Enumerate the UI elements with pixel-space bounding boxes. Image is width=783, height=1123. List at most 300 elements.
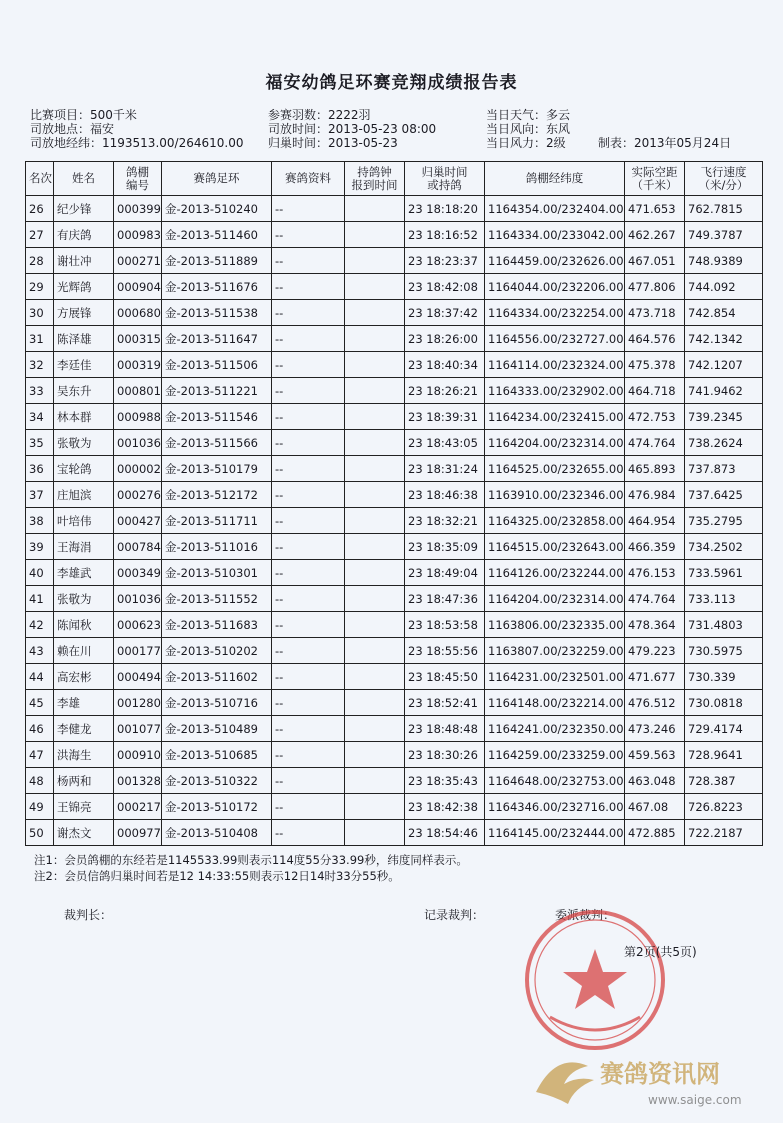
table-header-row	[26, 162, 763, 196]
info-prepared: 制表：2013年05月24日	[598, 136, 732, 150]
table-row	[26, 794, 763, 820]
cell-info: --	[272, 222, 345, 248]
table-row	[26, 690, 763, 716]
cell-clock	[345, 248, 405, 274]
cell-loft: 001036	[114, 586, 162, 612]
cell-coord: 1164515.00/232643.00	[485, 534, 625, 560]
cell-dist: 475.378	[625, 352, 685, 378]
cell-clock	[345, 482, 405, 508]
cell-loft: 001077	[114, 716, 162, 742]
cell-time: 23 18:54:46	[405, 820, 485, 846]
cell-coord: 1164334.00/233042.00	[485, 222, 625, 248]
cell-ring: 金-2013-511221	[162, 378, 272, 404]
table-row	[26, 274, 763, 300]
cell-speed: 749.3787	[685, 222, 763, 248]
cell-dist: 474.764	[625, 430, 685, 456]
cell-speed: 731.4803	[685, 612, 763, 638]
table-row	[26, 508, 763, 534]
cell-info: --	[272, 638, 345, 664]
cell-rank: 40	[26, 560, 54, 586]
note-2: 注2：会员信鸽归巢时间若是12 14:33:55则表示12日14时33分55秒。	[34, 869, 400, 883]
page-title: 福安幼鸽足环赛竞翔成绩报告表	[265, 73, 518, 93]
cell-rank: 41	[26, 586, 54, 612]
cell-time: 23 18:48:48	[405, 716, 485, 742]
cell-rank: 33	[26, 378, 54, 404]
cell-speed: 748.9389	[685, 248, 763, 274]
cell-ring: 金-2013-510489	[162, 716, 272, 742]
cell-info: --	[272, 482, 345, 508]
cell-info: --	[272, 404, 345, 430]
header-name: 姓名	[54, 162, 114, 196]
cell-info: --	[272, 560, 345, 586]
cell-speed: 737.873	[685, 456, 763, 482]
cell-speed: 735.2795	[685, 508, 763, 534]
cell-dist: 471.653	[625, 196, 685, 222]
cell-loft: 000988	[114, 404, 162, 430]
note-1: 注1：会员鸽棚的东经若是1145533.99则表示114度55分33.99秒，纬度同样表示。	[34, 853, 468, 867]
cell-name: 纪少锋	[54, 196, 114, 222]
cell-ring: 金-2013-511506	[162, 352, 272, 378]
cell-time: 23 18:16:52	[405, 222, 485, 248]
cell-info: --	[272, 716, 345, 742]
chief-judge-label: 裁判长：	[64, 908, 113, 922]
header-distance: 实际空距 （千米）	[625, 162, 685, 196]
cell-time: 23 18:26:21	[405, 378, 485, 404]
cell-speed: 730.5975	[685, 638, 763, 664]
cell-time: 23 18:53:58	[405, 612, 485, 638]
cell-speed: 733.113	[685, 586, 763, 612]
cell-time: 23 18:26:00	[405, 326, 485, 352]
cell-speed: 722.2187	[685, 820, 763, 846]
cell-coord: 1164556.00/232727.00	[485, 326, 625, 352]
cell-time: 23 18:42:08	[405, 274, 485, 300]
cell-loft: 000623	[114, 612, 162, 638]
cell-time: 23 18:45:50	[405, 664, 485, 690]
info-release-time: 司放时间：2013-05-23 08:00	[268, 122, 437, 136]
cell-clock	[345, 560, 405, 586]
cell-clock	[345, 404, 405, 430]
cell-time: 23 18:47:36	[405, 586, 485, 612]
cell-rank: 50	[26, 820, 54, 846]
cell-rank: 43	[26, 638, 54, 664]
cell-name: 王锦亮	[54, 794, 114, 820]
cell-name: 张敬为	[54, 430, 114, 456]
table-row	[26, 534, 763, 560]
cell-loft: 000349	[114, 560, 162, 586]
cell-rank: 29	[26, 274, 54, 300]
cell-ring: 金-2013-511566	[162, 430, 272, 456]
info-wind-direction: 当日风向：东风	[486, 122, 571, 136]
cell-clock	[345, 534, 405, 560]
cell-loft: 001036	[114, 430, 162, 456]
cell-speed: 733.5961	[685, 560, 763, 586]
cell-dist: 467.08	[625, 794, 685, 820]
cell-rank: 42	[26, 612, 54, 638]
cell-info: --	[272, 430, 345, 456]
cell-info: --	[272, 742, 345, 768]
table-row	[26, 638, 763, 664]
cell-speed: 739.2345	[685, 404, 763, 430]
cell-loft: 000276	[114, 482, 162, 508]
cell-rank: 35	[26, 430, 54, 456]
cell-speed: 728.9641	[685, 742, 763, 768]
cell-dist: 466.359	[625, 534, 685, 560]
table-row	[26, 612, 763, 638]
cell-clock	[345, 222, 405, 248]
cell-speed: 729.4174	[685, 716, 763, 742]
table-row	[26, 716, 763, 742]
cell-ring: 金-2013-512172	[162, 482, 272, 508]
cell-info: --	[272, 352, 345, 378]
cell-name: 庄旭滨	[54, 482, 114, 508]
cell-ring: 金-2013-511676	[162, 274, 272, 300]
official-stamp-icon	[520, 905, 670, 1055]
cell-time: 23 18:42:38	[405, 794, 485, 820]
cell-rank: 32	[26, 352, 54, 378]
cell-ring: 金-2013-510240	[162, 196, 272, 222]
cell-rank: 44	[26, 664, 54, 690]
cell-coord: 1164648.00/232753.00	[485, 768, 625, 794]
cell-name: 谢杰文	[54, 820, 114, 846]
cell-ring: 金-2013-510408	[162, 820, 272, 846]
cell-name: 林本群	[54, 404, 114, 430]
cell-name: 陈闻秋	[54, 612, 114, 638]
cell-loft: 001328	[114, 768, 162, 794]
cell-rank: 30	[26, 300, 54, 326]
cell-rank: 37	[26, 482, 54, 508]
cell-dist: 465.893	[625, 456, 685, 482]
info-return-date: 归巢时间：2013-05-23	[268, 136, 398, 150]
results-table	[25, 161, 763, 846]
cell-loft: 000680	[114, 300, 162, 326]
table-row	[26, 352, 763, 378]
cell-dist: 472.885	[625, 820, 685, 846]
cell-ring: 金-2013-510685	[162, 742, 272, 768]
cell-dist: 473.718	[625, 300, 685, 326]
cell-loft: 000177	[114, 638, 162, 664]
cell-rank: 28	[26, 248, 54, 274]
cell-info: --	[272, 664, 345, 690]
cell-ring: 金-2013-510301	[162, 560, 272, 586]
cell-name: 李雄武	[54, 560, 114, 586]
cell-dist: 479.223	[625, 638, 685, 664]
cell-rank: 38	[26, 508, 54, 534]
cell-dist: 476.153	[625, 560, 685, 586]
table-row	[26, 768, 763, 794]
table-row	[26, 378, 763, 404]
cell-name: 杨两和	[54, 768, 114, 794]
cell-ring: 金-2013-511460	[162, 222, 272, 248]
cell-ring: 金-2013-511683	[162, 612, 272, 638]
cell-clock	[345, 300, 405, 326]
cell-time: 23 18:40:34	[405, 352, 485, 378]
cell-clock	[345, 352, 405, 378]
cell-coord: 1164346.00/232716.00	[485, 794, 625, 820]
cell-info: --	[272, 378, 345, 404]
cell-dist: 476.512	[625, 690, 685, 716]
cell-info: --	[272, 768, 345, 794]
cell-speed: 742.1207	[685, 352, 763, 378]
cell-coord: 1164204.00/232314.00	[485, 430, 625, 456]
cell-coord: 1164145.00/232444.00	[485, 820, 625, 846]
recorder-judge-label: 记录裁判：	[424, 908, 485, 922]
cell-ring: 金-2013-511016	[162, 534, 272, 560]
cell-loft: 000217	[114, 794, 162, 820]
watermark-logo	[528, 1040, 763, 1115]
cell-ring: 金-2013-510172	[162, 794, 272, 820]
cell-dist: 463.048	[625, 768, 685, 794]
cell-coord: 1164241.00/232350.00	[485, 716, 625, 742]
info-release-coord: 司放地经纬：1193513.00/264610.00	[30, 136, 244, 150]
header-speed: 飞行速度 （米/分）	[685, 162, 763, 196]
cell-ring: 金-2013-510179	[162, 456, 272, 482]
cell-info: --	[272, 326, 345, 352]
cell-info: --	[272, 820, 345, 846]
cell-clock	[345, 612, 405, 638]
cell-speed: 730.339	[685, 664, 763, 690]
cell-coord: 1164114.00/232324.00	[485, 352, 625, 378]
cell-name: 谢壮冲	[54, 248, 114, 274]
cell-coord: 1164525.00/232655.00	[485, 456, 625, 482]
header-info: 赛鸽资料	[272, 162, 345, 196]
cell-dist: 472.753	[625, 404, 685, 430]
cell-loft: 000399	[114, 196, 162, 222]
cell-name: 高宏彬	[54, 664, 114, 690]
cell-loft: 000494	[114, 664, 162, 690]
cell-dist: 471.677	[625, 664, 685, 690]
cell-loft: 000271	[114, 248, 162, 274]
header-clock: 持鸽钟 报到时间	[345, 162, 405, 196]
cell-name: 李廷佳	[54, 352, 114, 378]
cell-coord: 1164044.00/232206.00	[485, 274, 625, 300]
cell-time: 23 18:18:20	[405, 196, 485, 222]
cell-dist: 464.718	[625, 378, 685, 404]
cell-loft: 000904	[114, 274, 162, 300]
cell-dist: 477.806	[625, 274, 685, 300]
cell-speed: 741.9462	[685, 378, 763, 404]
header-ring: 赛鸽足环	[162, 162, 272, 196]
cell-speed: 730.0818	[685, 690, 763, 716]
cell-time: 23 18:52:41	[405, 690, 485, 716]
cell-loft: 000319	[114, 352, 162, 378]
cell-ring: 金-2013-511538	[162, 300, 272, 326]
cell-dist: 476.984	[625, 482, 685, 508]
cell-coord: 1164459.00/232626.00	[485, 248, 625, 274]
cell-rank: 45	[26, 690, 54, 716]
cell-clock	[345, 742, 405, 768]
cell-loft: 000315	[114, 326, 162, 352]
cell-coord: 1164354.00/232404.00	[485, 196, 625, 222]
cell-clock	[345, 794, 405, 820]
cell-dist: 462.267	[625, 222, 685, 248]
cell-coord: 1164148.00/232214.00	[485, 690, 625, 716]
cell-ring: 金-2013-510322	[162, 768, 272, 794]
cell-name: 吴东升	[54, 378, 114, 404]
cell-clock	[345, 508, 405, 534]
cell-speed: 742.1342	[685, 326, 763, 352]
cell-rank: 34	[26, 404, 54, 430]
cell-clock	[345, 664, 405, 690]
cell-info: --	[272, 274, 345, 300]
cell-name: 李健龙	[54, 716, 114, 742]
cell-speed: 762.7815	[685, 196, 763, 222]
table-row	[26, 482, 763, 508]
cell-speed: 742.854	[685, 300, 763, 326]
cell-info: --	[272, 534, 345, 560]
table-row	[26, 326, 763, 352]
cell-info: --	[272, 612, 345, 638]
cell-clock	[345, 196, 405, 222]
table-row	[26, 430, 763, 456]
cell-name: 宝轮鸽	[54, 456, 114, 482]
table-row	[26, 196, 763, 222]
table-row	[26, 300, 763, 326]
cell-coord: 1164325.00/232858.00	[485, 508, 625, 534]
cell-loft: 000427	[114, 508, 162, 534]
cell-loft: 000910	[114, 742, 162, 768]
cell-name: 陈泽雄	[54, 326, 114, 352]
cell-speed: 737.6425	[685, 482, 763, 508]
cell-time: 23 18:32:21	[405, 508, 485, 534]
cell-coord: 1164231.00/232501.00	[485, 664, 625, 690]
cell-ring: 金-2013-511889	[162, 248, 272, 274]
cell-coord: 1164333.00/232902.00	[485, 378, 625, 404]
cell-clock	[345, 378, 405, 404]
info-weather: 当日天气：多云	[486, 108, 571, 122]
cell-info: --	[272, 456, 345, 482]
header-loft: 鸽棚 编号	[114, 162, 162, 196]
cell-time: 23 18:31:24	[405, 456, 485, 482]
watermark-site-name: 赛鸽资讯网	[600, 1060, 720, 1088]
cell-name: 赖在川	[54, 638, 114, 664]
cell-ring: 金-2013-511647	[162, 326, 272, 352]
cell-time: 23 18:43:05	[405, 430, 485, 456]
cell-dist: 464.576	[625, 326, 685, 352]
cell-ring: 金-2013-510716	[162, 690, 272, 716]
cell-coord: 1164334.00/232254.00	[485, 300, 625, 326]
table-row	[26, 560, 763, 586]
cell-ring: 金-2013-511711	[162, 508, 272, 534]
notes	[34, 852, 468, 884]
cell-name: 洪海生	[54, 742, 114, 768]
cell-time: 23 18:23:37	[405, 248, 485, 274]
cell-ring: 金-2013-511602	[162, 664, 272, 690]
cell-name: 叶培伟	[54, 508, 114, 534]
cell-rank: 47	[26, 742, 54, 768]
delegate-judge-label: 委派裁判：	[555, 908, 616, 922]
cell-info: --	[272, 794, 345, 820]
cell-time: 23 18:46:38	[405, 482, 485, 508]
cell-dist: 473.246	[625, 716, 685, 742]
cell-rank: 36	[26, 456, 54, 482]
cell-dist: 478.364	[625, 612, 685, 638]
cell-rank: 26	[26, 196, 54, 222]
cell-speed: 744.092	[685, 274, 763, 300]
info-entries: 参赛羽数：2222羽	[268, 108, 371, 122]
cell-loft: 000983	[114, 222, 162, 248]
cell-time: 23 18:39:31	[405, 404, 485, 430]
cell-clock	[345, 820, 405, 846]
watermark-url: www.saige.com	[648, 1093, 742, 1107]
cell-time: 23 18:49:04	[405, 560, 485, 586]
cell-rank: 48	[26, 768, 54, 794]
cell-clock	[345, 638, 405, 664]
cell-coord: 1163910.00/232346.00	[485, 482, 625, 508]
cell-clock	[345, 430, 405, 456]
cell-time: 23 18:35:43	[405, 768, 485, 794]
cell-speed: 726.8223	[685, 794, 763, 820]
cell-rank: 39	[26, 534, 54, 560]
cell-ring: 金-2013-511552	[162, 586, 272, 612]
cell-clock	[345, 768, 405, 794]
cell-info: --	[272, 690, 345, 716]
cell-dist: 467.051	[625, 248, 685, 274]
cell-ring: 金-2013-511546	[162, 404, 272, 430]
cell-speed: 728.387	[685, 768, 763, 794]
cell-coord: 1163806.00/232335.00	[485, 612, 625, 638]
cell-clock	[345, 586, 405, 612]
cell-info: --	[272, 300, 345, 326]
table-row	[26, 456, 763, 482]
cell-name: 光辉鸽	[54, 274, 114, 300]
info-event: 比赛项目：500千米	[30, 108, 137, 122]
cell-rank: 27	[26, 222, 54, 248]
cell-time: 23 18:37:42	[405, 300, 485, 326]
cell-name: 方展锋	[54, 300, 114, 326]
cell-speed: 738.2624	[685, 430, 763, 456]
header-coord: 鸽棚经纬度	[485, 162, 625, 196]
table-row	[26, 820, 763, 846]
table-row	[26, 248, 763, 274]
cell-loft: 000977	[114, 820, 162, 846]
cell-info: --	[272, 196, 345, 222]
cell-dist: 474.764	[625, 586, 685, 612]
cell-clock	[345, 326, 405, 352]
cell-info: --	[272, 586, 345, 612]
cell-rank: 46	[26, 716, 54, 742]
cell-dist: 464.954	[625, 508, 685, 534]
cell-coord: 1164126.00/232244.00	[485, 560, 625, 586]
cell-time: 23 18:30:26	[405, 742, 485, 768]
cell-clock	[345, 274, 405, 300]
cell-rank: 49	[26, 794, 54, 820]
header-rank: 名次	[26, 162, 54, 196]
cell-loft: 000801	[114, 378, 162, 404]
table-row	[26, 586, 763, 612]
table-body	[26, 196, 763, 846]
cell-info: --	[272, 508, 345, 534]
info-release-place: 司放地点：福安	[30, 122, 115, 136]
cell-loft: 000784	[114, 534, 162, 560]
cell-name: 张敬为	[54, 586, 114, 612]
cell-coord: 1164204.00/232314.00	[485, 586, 625, 612]
cell-name: 李雄	[54, 690, 114, 716]
cell-loft: 000002	[114, 456, 162, 482]
table-row	[26, 664, 763, 690]
cell-rank: 31	[26, 326, 54, 352]
cell-clock	[345, 690, 405, 716]
cell-time: 23 18:55:56	[405, 638, 485, 664]
cell-clock	[345, 456, 405, 482]
cell-coord: 1164259.00/233259.00	[485, 742, 625, 768]
cell-speed: 734.2502	[685, 534, 763, 560]
cell-dist: 459.563	[625, 742, 685, 768]
cell-name: 王海涓	[54, 534, 114, 560]
page-number: 第2页(共5页)	[624, 945, 697, 959]
cell-info: --	[272, 248, 345, 274]
cell-coord: 1163807.00/232259.00	[485, 638, 625, 664]
table-row	[26, 742, 763, 768]
